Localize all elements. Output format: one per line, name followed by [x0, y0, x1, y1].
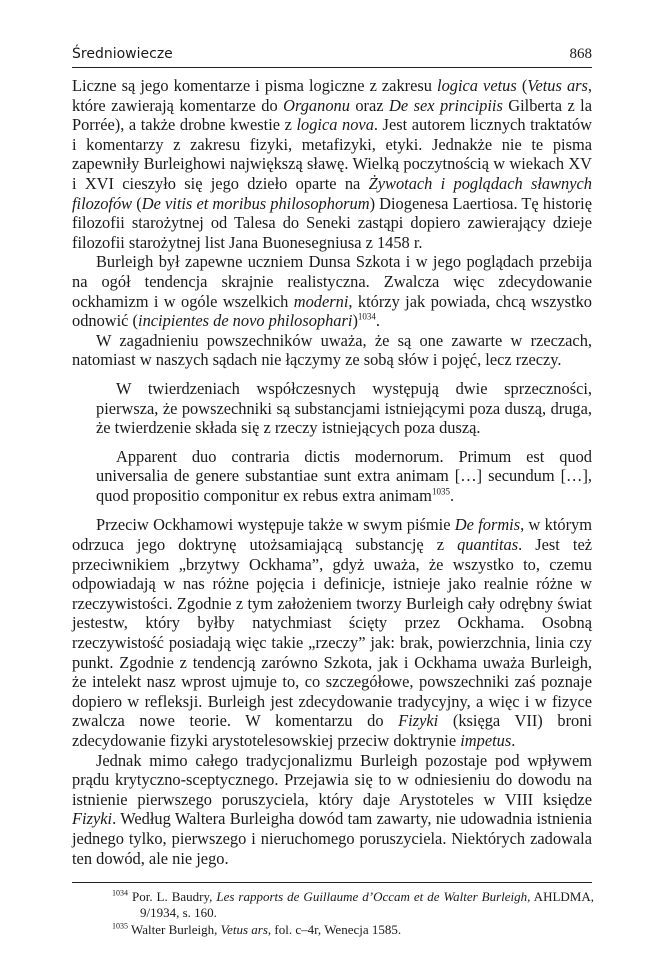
italic-term: Vetus ars [527, 76, 588, 95]
footnote-1035 [112, 922, 594, 938]
header-rule [72, 67, 592, 68]
paragraph-3: W zagadnieniu powszechników uważa, że są one zawarte w rzeczach, natomiast w naszych sądach nie łączymy ze sobą słów i pojęć, lecz rzeczy. [72, 330, 592, 370]
italic-term: De formis [454, 515, 521, 535]
block-quote-latin [96, 447, 592, 506]
footnote-number: 1034 [112, 888, 128, 898]
text-run: . Według Waltera Burleigha dowód tam zawarty, nie udowadnia istnienia jednego tylko, pierwszego i nieruchomego poruszyciela. Niektórych zadowala ten dowód, ale nie jego. [72, 809, 592, 868]
text-run: ) [352, 311, 358, 331]
footnote-number: 1035 [112, 921, 128, 931]
paragraph-2 [72, 252, 592, 330]
italic-term: Żywotach i poglądach sławnych filozofów [72, 173, 592, 213]
text-run: . Jest autorem licznych traktatów i komentarzy z zakresu fizyki, metafizyki, etyki. Jednakże nie te pisma zapewniły Burleighowi największą sławę. Wielką poczytnością w wiekach XV i XVI cieszyło się jego dzieło oparte na [72, 115, 592, 193]
italic-term: Fizyki [72, 809, 113, 829]
running-header [72, 46, 592, 68]
text-run: oraz [349, 95, 390, 115]
italic-term: De sex principiis [389, 95, 503, 115]
text-run: , którzy jak powiada, chcą wszystko odnowić ( [72, 291, 593, 331]
italic-term: incipientes de novo philosophari [138, 311, 353, 331]
italic-title: Les rapports de Guillaume d’Occam et de Walter Burleigh [216, 889, 528, 904]
text-run: . [375, 311, 381, 331]
text-run: Jednak mimo całego tradycjonalizmu Burleigh pozostaje pod wpływem prądu krytyczno-sceptycznego. Przejawia się to w odniesieniu do dowodu na istnienie pierwszego poruszyciela, który daje Arystoteles w VIII księdze [72, 750, 592, 809]
text-run: . Jest też przeciwnikiem „brzytwy Ockhama”, gdyż uważa, że wszystko to, czemu odpowiadają w nas różne pojęcia i definicje, istnieje jako realnie różne w rzeczywistości. Zgodnie z tym założeniem tworzy Burleigh cały odrębny świat jestestw, który byłby natychmiast ścięty przez Ockhama. Osobną rzeczywistość posiadają więc takie „rzeczy” jak: brak, powierzchnia, linia czy punkt. Zgodnie z tendencją zarówno Szkota, jak i Ockhama uważa Burleigh, że intelekt nasz wprost ujmuje to, co szczegółowe, powszechniki zaś poznaje dopiero w refleksji. Burleigh jest zdecydowanie tradycyjny, a więc i w fizyce zwalcza nowe teorie. W komentarzu do [72, 535, 592, 731]
page-number: 868 [569, 46, 592, 62]
footnote-1034 [112, 889, 594, 921]
italic-term: Organonu [283, 95, 350, 115]
italic-title: Vetus ars [220, 922, 268, 937]
text-run: Apparent duo contraria dictis modernorum. Primum est quod universalia de genere substantiae sunt extra animam […] secundum […], quod propositio componitur ex rebus extra animam [96, 446, 592, 505]
text-run: Burleigh był zapewne uczniem Dunsa Szkota i w jego poglądach przebija na ogół tendencja skrajnie realistyczna. Zwalcza więc zdecydowanie ockhamizm i w ogóle wszelkich [72, 252, 592, 311]
text-run: Przeciw Ockhamowi występuje także w swym piśmie [96, 515, 455, 535]
footnote-rule [72, 882, 592, 883]
text-run: , które zawierają komentarze do [72, 76, 593, 115]
text-run: ( [132, 193, 142, 213]
footnote-ref-1035[interactable]: 1035 [431, 486, 450, 497]
text-run: . [449, 485, 455, 505]
italic-term: De vitis et moribus philosophorum [141, 193, 370, 213]
paragraph-4 [72, 515, 592, 750]
italic-term: moderni [293, 291, 349, 311]
text-run: ( [516, 76, 528, 95]
paragraph-5 [72, 751, 592, 869]
running-title: Średniowiecze [72, 46, 173, 62]
block-quote-polish: W twierdzeniach współczesnych występują dwie sprzeczności, pierwsza, że powszechniki są substancjami istniejącymi poza duszą, druga, że twierdzenie składa się z rzeczy istniejących poza duszą. [96, 378, 592, 438]
text-run: ) Diogenesa Laertiosa. Tę historię filozofii starożytnej od Talesa do Seneki zastąpi dopiero zawierający dzieje filozofii starożytnej list Jana Buonesegniusa z 1458 r. [72, 193, 592, 252]
text-run: Por. L. Baudry, [131, 889, 217, 904]
italic-term: Fizyki [398, 711, 439, 731]
text-run: Gilberta z la Porrée), a także drobne kwestie z [72, 95, 593, 135]
text-run: , fol. c–4r, Wenecja 1585. [267, 922, 402, 937]
text-run: (księga VII) broni zdecydowanie fizyki arystotelesowskiej przeciw doktrynie [72, 711, 593, 750]
paragraph-1 [72, 76, 592, 252]
footnotes [112, 889, 594, 939]
italic-term: logica nova [296, 115, 374, 135]
main-text [72, 76, 592, 868]
text-run: , w którym odrzuca jego doktrynę utożsamiającą substancję z [72, 515, 593, 555]
text-run: , AHLDMA, 9/1934, s. 160. [140, 889, 594, 920]
footnote-ref-1034[interactable]: 1034 [357, 311, 376, 322]
text-run: Liczne są jego komentarze i pisma logiczne z zakresu [72, 76, 438, 95]
italic-term: impetus [460, 731, 512, 750]
text-run: . [511, 731, 516, 750]
italic-term: logica vetus [437, 76, 517, 95]
italic-term: quantitas [457, 535, 519, 555]
text-run: Walter Burleigh, [131, 922, 221, 937]
